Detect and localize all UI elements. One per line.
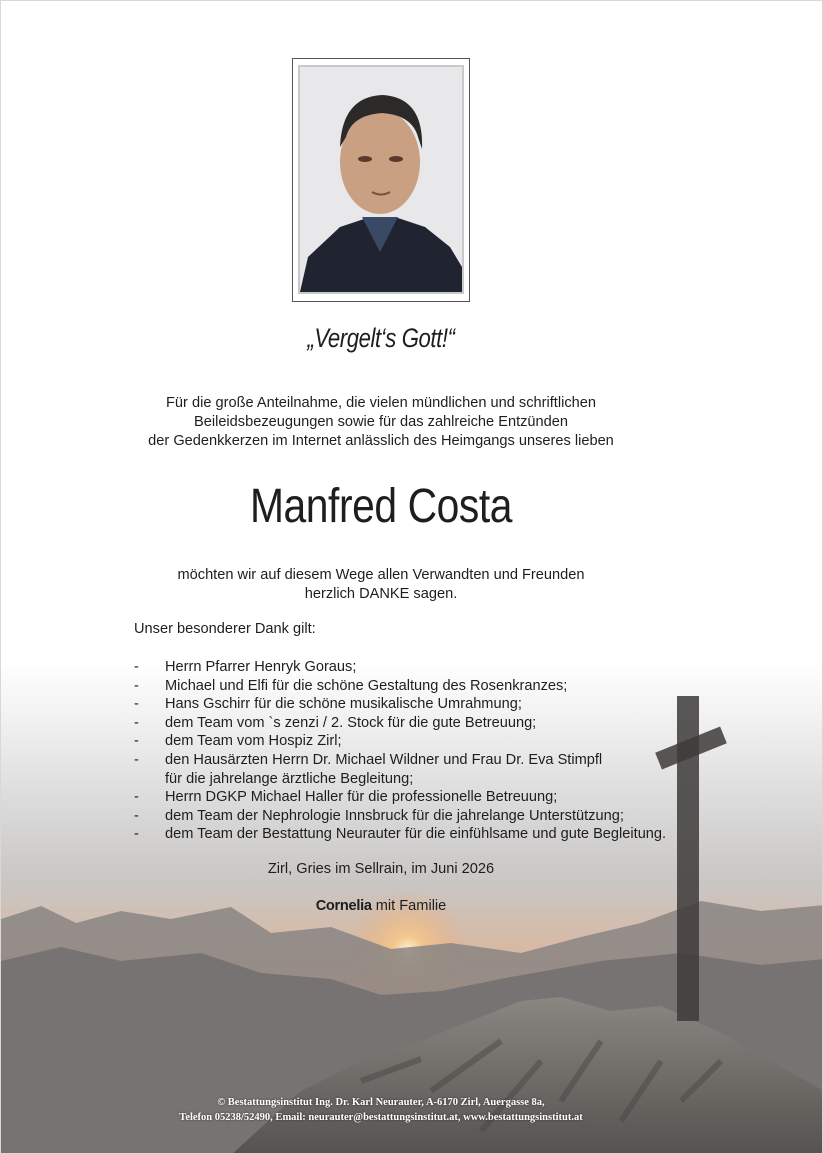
list-dash: - [134,733,139,750]
list-dash: - [134,826,139,843]
intro-paragraph [1,394,761,451]
special-thanks-heading: Unser besonderer Dank gilt: [134,621,316,637]
list-item: - Herrn Pfarrer Henryk Goraus; [134,659,357,675]
list-item: - dem Team der Nephrologie Innsbruck für die jahrelange Unterstützung; [134,807,624,824]
list-item: - Hans Gschirr für die schöne musikalische Umrahmung; [134,696,522,713]
signature-line [1,898,761,914]
list-item: - dem Team vom Hospiz Zirl; [134,733,342,750]
list-dash: - [134,751,139,768]
list-item-continuation: für die jahrelange ärztliche Begleitung; [165,770,414,787]
list-dash: - [134,677,139,694]
family-suffix: mit Familie [375,898,447,914]
family-name: Cornelia [315,898,372,914]
place-and-date: Zirl, Gries im Sellrain, im Juni 2026 [267,861,495,877]
thanks-line: möchten wir auf diesem Wege allen Verwandten und Freunden [177,567,585,583]
funeral-home-footer [1,1095,761,1125]
list-item: - Herrn DGKP Michael Haller für die professionelle Betreuung; [134,789,558,806]
footer-line: Telefon 05238/52490, Email: neurauter@bestattungsinstitut.at, www.bestattungsinstitut.at [179,1112,583,1123]
thanks-paragraph [1,566,761,604]
list-dash: - [134,789,139,806]
thanks-line: herzlich DANKE sagen. [304,586,458,602]
list-dash: - [134,714,139,731]
list-item: - dem Team der Bestattung Neurauter für die einfühlsame und gute Begleitung. [134,826,667,843]
list-dash: - [134,659,139,675]
quote-heading: „Vergelt‘s Gott!“ [307,323,455,353]
intro-line: der Gedenkkerzen im Internet anlässlich des Heimgangs unseres lieben [148,433,614,449]
deceased-name: Manfred Costa [249,480,513,533]
thanks-list [134,658,666,844]
list-dash: - [134,807,139,824]
list-item: - den Hausärzten Herrn Dr. Michael Wildner und Frau Dr. Eva Stimpfl für die jahrelange ärztliche Begleitung; [134,751,603,787]
list-item: - dem Team vom `s zenzi / 2. Stock für die gute Betreuung; [134,714,537,731]
portrait-illustration [300,67,462,292]
portrait-photo [298,65,464,294]
list-dash: - [134,696,139,713]
portrait-frame [292,58,470,302]
footer-line: © Bestattungsinstitut Ing. Dr. Karl Neurauter, A-6170 Zirl, Auergasse 8a, [217,1097,545,1108]
intro-line: Für die große Anteilnahme, die vielen mündlichen und schriftlichen [166,395,596,411]
list-item: - Michael und Elfi für die schöne Gestaltung des Rosenkranzes; [134,677,568,694]
intro-line: Beileidsbezeugungen sowie für das zahlreiche Entzünden [193,414,568,430]
